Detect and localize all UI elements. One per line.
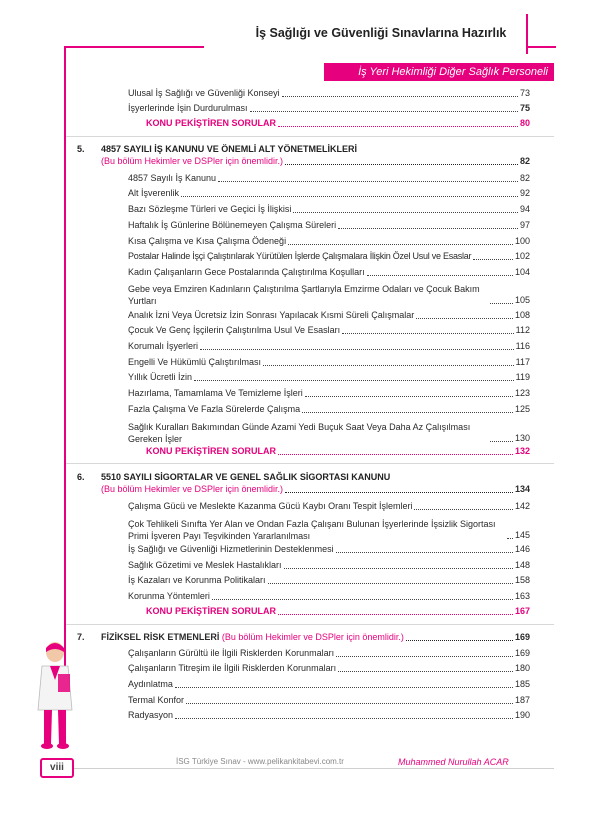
toc-row[interactable]: Çocuk Ve Genç İşçilerin Çalıştırılma Usul Ve Esasları 112 bbox=[128, 325, 530, 335]
toc-row[interactable]: İş Sağlığı ve Güvenliği Hizmetlerinin Desteklenmesi 146 bbox=[128, 544, 530, 554]
toc-row-quiz[interactable]: KONU PEKİŞTİREN SORULAR 80 bbox=[146, 118, 530, 128]
toc-row[interactable]: Termal Konfor 187 bbox=[128, 695, 530, 705]
toc-row[interactable]: Ulusal İş Sağlığı ve Güvenliği Konseyi 73 bbox=[128, 88, 530, 98]
section-note-6: (Bu bölüm Hekimler ve DSPler için önemlidir.) 134 bbox=[101, 484, 530, 494]
section-heading-7[interactable]: 7. FİZİKSEL RİSK ETMENLERİ (Bu bölüm Hekimler ve DSPler için önemlidir.) 169 bbox=[77, 632, 530, 642]
toc-row[interactable]: Korumalı İşyerleri 116 bbox=[128, 341, 530, 351]
toc-row[interactable]: Çalışanların Gürültü ile İlgili Risklerden Korunmaları 169 bbox=[128, 648, 530, 658]
toc-row[interactable]: Gebe veya Emziren Kadınların Çalıştırılma Şartlarıyla Emzirme Odaları ve Çocuk Bakım Yurtları 105 bbox=[128, 284, 530, 306]
section-divider bbox=[66, 136, 554, 137]
toc-row[interactable]: Fazla Çalışma Ve Fazla Sürelerde Çalışma 125 bbox=[128, 404, 530, 414]
toc-row[interactable]: Analık İzni Veya Ücretsiz İzin Sonrası Yapılacak Kısmi Süreli Çalışmalar 108 bbox=[128, 310, 530, 320]
toc-row[interactable]: Aydınlatma 185 bbox=[128, 679, 530, 689]
footer-publisher[interactable]: İSG Türkiye Sınav - www.pelikankitabevi.com.tr bbox=[176, 757, 344, 766]
section-divider bbox=[66, 624, 554, 625]
toc-row[interactable]: Alt İşverenlik 92 bbox=[128, 188, 530, 198]
toc-row[interactable]: Sağlık Gözetimi ve Meslek Hastalıkları 148 bbox=[128, 560, 530, 570]
page-number: viii bbox=[40, 758, 74, 778]
toc-row[interactable]: Bazı Sözleşme Türleri ve Geçici İş İlişkisi 94 bbox=[128, 204, 530, 214]
toc-row[interactable]: Haftalık İş Günlerine Bölünemeyen Çalışma Süreleri 97 bbox=[128, 220, 530, 230]
footer-rule bbox=[66, 768, 554, 769]
subtitle-bar: İş Yeri Hekimliği Diğer Sağlık Personeli bbox=[324, 63, 554, 81]
section-note-5: (Bu bölüm Hekimler ve DSPler için önemlidir.) 82 bbox=[101, 156, 530, 166]
toc-row[interactable]: Radyasyon 190 bbox=[128, 710, 530, 720]
toc-row-quiz[interactable]: KONU PEKİŞTİREN SORULAR 132 bbox=[146, 446, 530, 456]
toc-row[interactable]: Yıllık Ücretli İzin 119 bbox=[128, 372, 530, 382]
page-title: İş Sağlığı ve Güvenliği Sınavlarına Hazırlık bbox=[255, 26, 507, 40]
toc-row[interactable]: Kadın Çalışanların Gece Postalarında Çalıştırılma Koşulları 104 bbox=[128, 267, 530, 277]
doctor-figure-illustration bbox=[28, 640, 82, 752]
toc-row[interactable]: Çalışma Gücü ve Meslekte Kazanma Gücü Kaybı Oranı Tespit İşlemleri 142 bbox=[128, 501, 530, 511]
toc-row[interactable]: Hazırlama, Tamamlama Ve Temizleme İşleri 123 bbox=[128, 388, 530, 398]
toc-row[interactable]: İşyerlerinde İşin Durdurulması 75 bbox=[128, 103, 530, 113]
toc-row[interactable]: Çalışanların Titreşim ile İlgili Risklerden Korunmaları 180 bbox=[128, 663, 530, 673]
toc-row[interactable]: İş Kazaları ve Korunma Politikaları 158 bbox=[128, 575, 530, 585]
toc-row[interactable]: Çok Tehlikeli Sınıfta Yer Alan ve Ondan Fazla Çalışanı Bulunan İşyerlerinde İşsizlik Sigortası Primi İşveren Payı Teşvikinden Yararlanılması 145 bbox=[128, 519, 530, 541]
section-heading-5[interactable]: 5. 4857 SAYILI İŞ KANUNU VE ÖNEMLİ ALT YÖNETMELİKLERİ bbox=[77, 144, 358, 154]
section-divider bbox=[66, 463, 554, 464]
section-heading-6[interactable]: 6. 5510 SAYILI SİGORTALAR VE GENEL SAĞLIK SİGORTASI KANUNU bbox=[77, 472, 391, 482]
toc-row[interactable]: Sağlık Kuralları Bakımından Günde Azami Yedi Buçuk Saat Veya Daha Az Çalışılması Gereken İşler 130 bbox=[128, 422, 530, 444]
toc-row[interactable]: 4857 Sayılı İş Kanunu 82 bbox=[128, 173, 530, 183]
toc-row[interactable]: Korunma Yöntemleri 163 bbox=[128, 591, 530, 601]
toc-row[interactable]: Engelli Ve Hükümlü Çalıştırılması 117 bbox=[128, 357, 530, 367]
toc-row-quiz[interactable]: KONU PEKİŞTİREN SORULAR 167 bbox=[146, 606, 530, 616]
footer-author: Muhammed Nurullah ACAR bbox=[398, 757, 509, 767]
toc-row[interactable]: Kısa Çalışma ve Kısa Çalışma Ödeneği 100 bbox=[128, 236, 530, 246]
toc-row[interactable]: Postalar Halinde İşçi Çalıştırılarak Yürütülen İşlerde Çalışmalara İlişkin Özel Usul ve Esaslar 102 bbox=[128, 251, 530, 261]
